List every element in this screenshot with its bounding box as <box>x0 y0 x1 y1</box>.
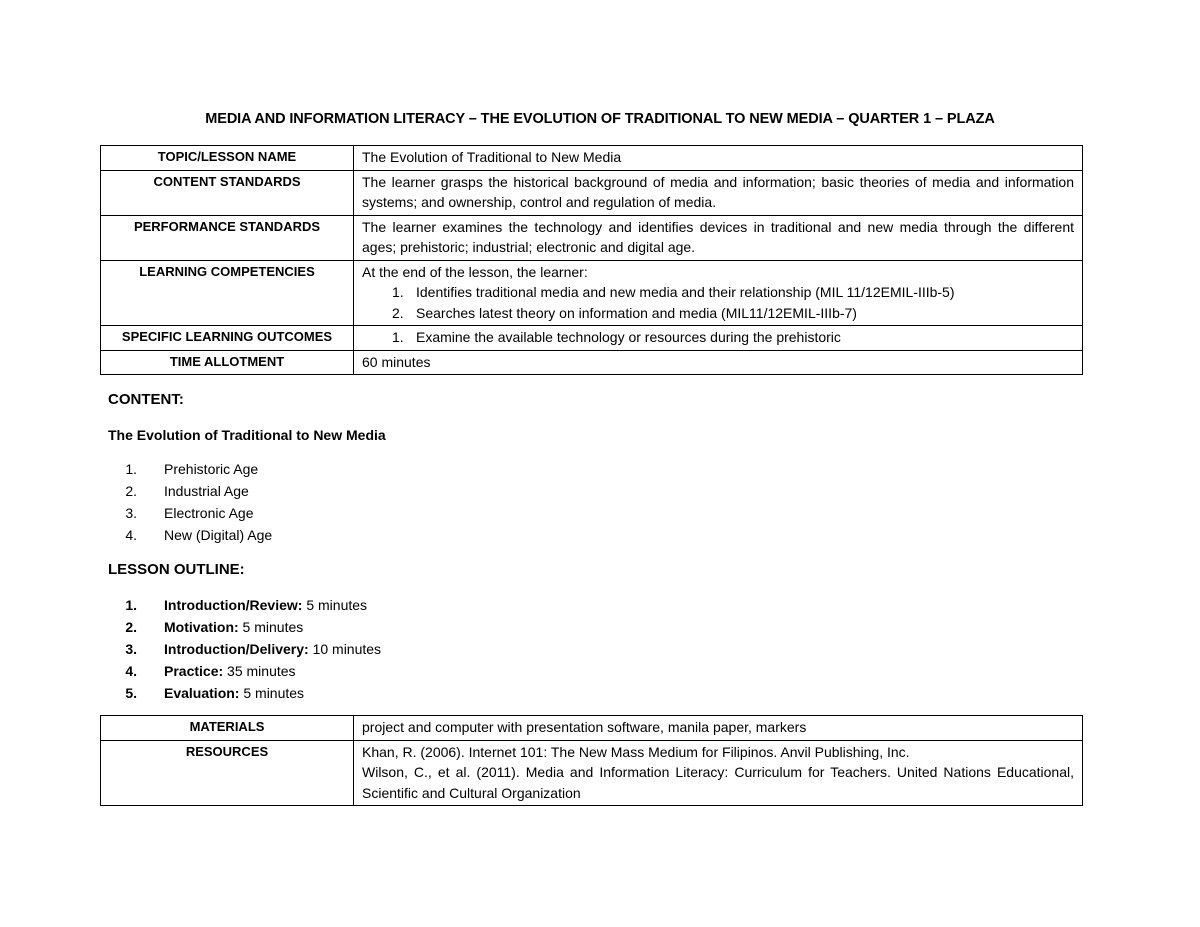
table-row <box>101 170 1083 215</box>
table-row <box>101 215 1083 260</box>
list-text: Electronic Age <box>164 505 254 521</box>
content-standards-label: CONTENT STANDARDS <box>101 170 354 215</box>
list-item <box>108 660 381 682</box>
list-item <box>108 616 381 638</box>
list-text: New (Digital) Age <box>164 527 273 543</box>
time-allotment-label: TIME ALLOTMENT <box>101 350 354 375</box>
specific-outcomes-label: SPECIFIC LEARNING OUTCOMES <box>101 326 354 351</box>
list-item <box>108 594 381 616</box>
resources-value <box>354 740 1083 806</box>
list-item <box>108 458 272 480</box>
resource-reference: Wilson, C., et al. (2011). Media and Information Literacy: Curriculum for Teachers. United Nations Educational, Scientific and Cultural Organization <box>362 764 1074 801</box>
list-number: 5. <box>125 685 137 701</box>
table-row <box>101 740 1083 806</box>
lesson-info-table <box>100 145 1083 375</box>
competency-text: Searches latest theory on information and media (MIL11/12EMIL-IIIb-7) <box>416 304 857 321</box>
list-number: 4. <box>125 663 137 679</box>
list-text: Industrial Age <box>164 483 249 499</box>
topic-label: TOPIC/LESSON NAME <box>101 146 354 171</box>
resource-reference: Khan, R. (2006). Internet 101: The New Mass Medium for Filipinos. Anvil Publishing, Inc. <box>362 743 910 760</box>
specific-outcomes-value <box>354 326 1083 351</box>
list-item <box>362 327 1074 348</box>
outline-label: Motivation: <box>164 619 239 635</box>
table-row <box>101 350 1083 375</box>
content-list <box>108 458 272 546</box>
list-item <box>108 524 272 546</box>
content-subheading: The Evolution of Traditional to New Media <box>108 427 386 443</box>
outcome-text: Examine the available technology or resources during the prehistoric <box>416 329 841 345</box>
table-row <box>101 260 1083 326</box>
table-row <box>101 716 1083 741</box>
list-item <box>362 282 1074 303</box>
materials-value: project and computer with presentation software, manila paper, markers <box>354 716 1083 741</box>
outline-label: Introduction/Delivery: <box>164 641 309 657</box>
list-number: 1. <box>392 329 404 345</box>
time-allotment-value: 60 minutes <box>354 350 1083 375</box>
outline-label: Evaluation: <box>164 685 240 701</box>
learning-competencies-value <box>354 260 1083 326</box>
resources-label: RESOURCES <box>101 740 354 806</box>
list-number: 1. <box>392 284 404 300</box>
outline-value: 5 minutes <box>238 619 304 635</box>
list-number: 1. <box>125 461 137 477</box>
table-row <box>101 146 1083 171</box>
content-heading: CONTENT: <box>108 391 184 408</box>
outline-label: Practice: <box>164 663 224 679</box>
lesson-outline-heading: LESSON OUTLINE: <box>108 561 245 578</box>
list-item <box>362 303 1074 324</box>
outline-value: 35 minutes <box>223 663 296 679</box>
list-item <box>108 682 381 704</box>
list-number: 2. <box>125 483 137 499</box>
learning-competencies-intro: At the end of the lesson, the learner: <box>362 263 588 280</box>
list-number: 3. <box>125 505 137 521</box>
content-standards-value: The learner grasps the historical background of media and information; basic theories of media and information systems; and ownership, control and regulation of media. <box>354 170 1083 215</box>
competency-text: Identifies traditional media and new media and their relationship (MIL 11/12EMIL-IIIb-5) <box>416 284 955 300</box>
list-number: 2. <box>125 619 137 635</box>
list-item <box>108 638 381 660</box>
materials-table <box>100 715 1083 806</box>
materials-label: MATERIALS <box>101 716 354 741</box>
outline-value: 5 minutes <box>239 685 305 701</box>
page-title: MEDIA AND INFORMATION LITERACY – THE EVOLUTION OF TRADITIONAL TO NEW MEDIA – QUARTER 1 – PLAZA <box>205 111 995 127</box>
outline-value: 5 minutes <box>302 597 368 613</box>
list-number: 2. <box>392 304 404 321</box>
performance-standards-label: PERFORMANCE STANDARDS <box>101 215 354 260</box>
topic-value: The Evolution of Traditional to New Media <box>354 146 1083 171</box>
performance-standards-value: The learner examines the technology and identifies devices in traditional and new media through the different ages; prehistoric; industrial; electronic and digital age. <box>354 215 1083 260</box>
table-row <box>101 326 1083 351</box>
list-number: 3. <box>125 641 137 657</box>
list-number: 4. <box>125 527 137 543</box>
list-item <box>108 502 272 524</box>
outline-value: 10 minutes <box>308 641 382 657</box>
list-number: 1. <box>125 597 137 613</box>
list-text: Prehistoric Age <box>164 461 259 477</box>
learning-competencies-label: LEARNING COMPETENCIES <box>101 260 354 326</box>
list-item <box>108 480 272 502</box>
outline-label: Introduction/Review: <box>164 597 303 613</box>
lesson-outline-list <box>108 594 381 704</box>
